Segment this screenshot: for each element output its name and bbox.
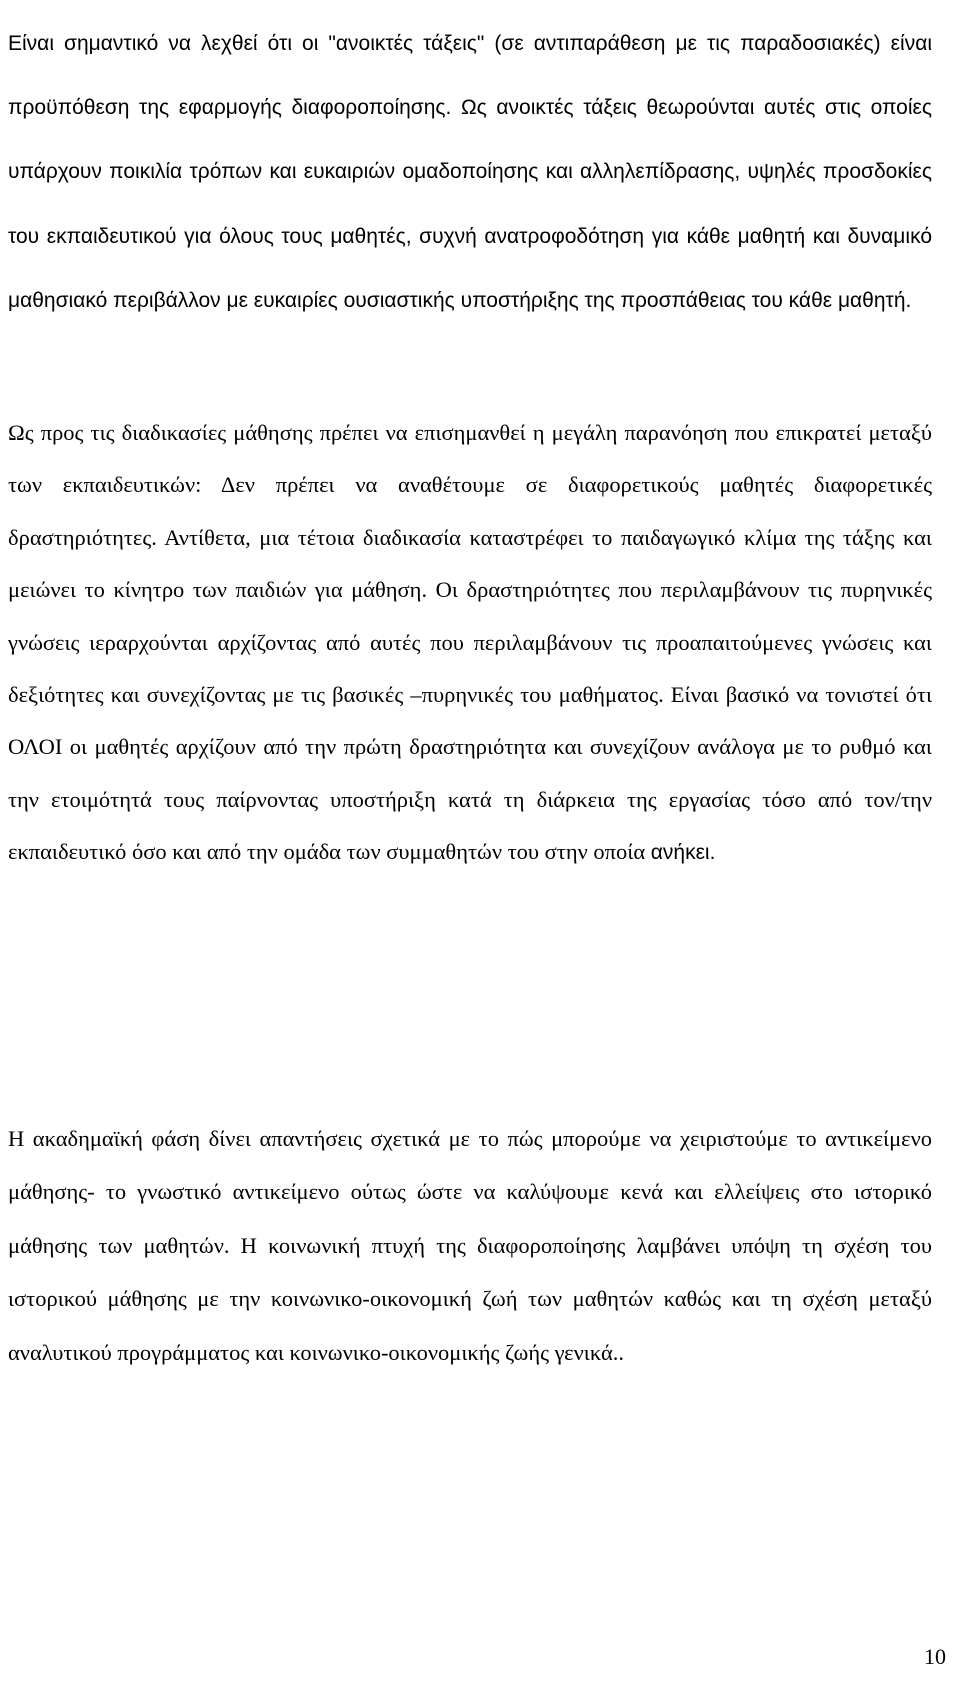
paragraph-learning-processes-text: Ως προς τις διαδικασίες μάθησης πρέπει να επισημανθεί η μεγάλη παρανόηση που επικρατεί μεταξύ των εκπαιδευτικών: Δεν πρέπει να αναθέτουμε σε διαφορετικούς μαθητές διαφορετικές δραστηριότητες. Αντίθετα, μια τέτοια διαδικασία καταστρέφει το παιδαγωγικό κλίμα της τάξης και μειώνει το κίνητρο των παιδιών για μάθηση. Οι δραστηριότητες που περιλαμβάνουν τις πυρηνικές γνώσεις ιεραρχούνται αρχίζοντας από αυτές που περιλαμβάνουν τις προαπαιτούμενες γνώσεις και δεξιότητες και συνεχίζοντας με τις βασικές –πυρηνικές του μαθήματος. Είναι βασικό να τονιστεί ότι ΟΛΟΙ οι μαθητές αρχίζουν από την πρώτη δραστηριότητα και συνεχίζουν ανάλογα με το ρυθμό και την ετοιμότητά τους παίρνοντας υποστήριξη κατά τη διάρκεια της εργασίας τόσο από τον/την εκπαιδευτικό όσο και από την ομάδα των συμμαθητών του στην οποία [8, 420, 932, 865]
paragraph-open-classrooms: Είναι σημαντικό να λεχθεί ότι οι "ανοικτές τάξεις" (σε αντιπαράθεση με τις παραδοσιακές) είναι προϋπόθεση της εφαρμογής διαφοροποίησης. Ως ανοικτές τάξεις θεωρούνται αυτές στις οποίες υπάρχουν ποικιλία τρόπων και ευκαιριών ομαδοποίησης και αλληλεπίδρασης, υψηλές προσδοκίες του εκπαιδευτικού για όλους τους μαθητές, συχνή ανατροφοδότηση για κάθε μαθητή και δυναμικό μαθησιακό περιβάλλον με ευκαιρίες ουσιαστικής υποστήριξης της προσπάθειας του κάθε μαθητή. [8, 32, 932, 312]
paragraph-learning-processes [8, 407, 932, 880]
paragraph-academic-phase: Η ακαδημαϊκή φάση δίνει απαντήσεις σχετικά με το πώς μπορούμε να χειριστούμε το αντικείμενο μάθησης- το γνωστικό αντικείμενο ούτως ώστε να καλύψουμε κενά και ελλείψεις στο ιστορικό μάθησης των μαθητών. Η κοινωνική πτυχή της διαφοροποίησης λαμβάνει υπόψη τη σχέση του ιστορικού μάθησης με την κοινωνικο-οικονομική ζωή των μαθητών καθώς και τη σχέση μεταξύ αναλυτικού προγράμματος και κοινωνικο-οικονομικής ζωής γενικά.. [8, 1126, 932, 1365]
paragraph-learning-processes-end: ανήκει. [650, 841, 716, 865]
page-number: 10 [924, 1644, 946, 1669]
